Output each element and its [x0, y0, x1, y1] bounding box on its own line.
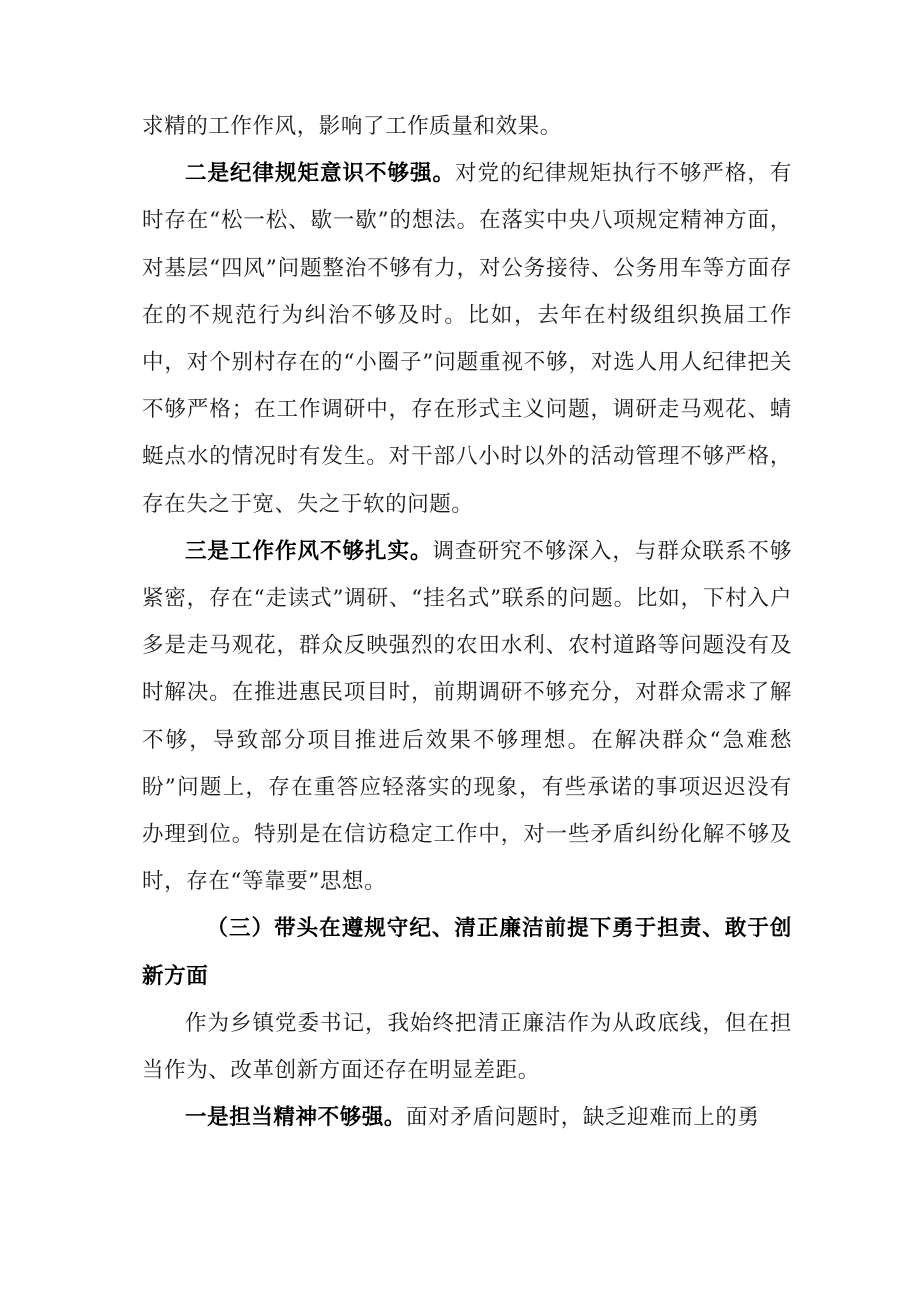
item-one-body: 面对矛盾问题时，缺乏迎难而上的勇 — [406, 1105, 760, 1131]
paragraph-continued — [142, 103, 792, 150]
item-two-body: 对党的纪律规矩执行不够严格，有时存在“松一松、歇一歇”的想法。在落实中央八项规定精神方面，对基层“四风”问题整治不够有力，对公务接待、公务用车等方面存在的不规范行为纠治不够及时。比如，去年在村级组织换届工作中，对个别村存在的“小圈子”问题重视不够，对选人用人纪律把关不够严格；在工作调研中，存在形式主义问题，调研走马观花、蜻蜓点水的情况时有发生。对干部八小时以外的活动管理不够严格，存在失之于宽、失之于软的问题。 — [142, 161, 792, 517]
item-three-lead: 三是工作作风不够扎实。 — [185, 538, 433, 564]
item-two-lead: 二是纪律规矩意识不够强。 — [185, 161, 455, 187]
paragraph-item-one — [142, 1094, 792, 1141]
section-heading — [142, 905, 792, 999]
item-three-body: 调查研究不够深入，与群众联系不够紧密，存在“走读式”调研、“挂名式”联系的问题。比如，下村入户多是走马观花，群众反映强烈的农田水利、农村道路等问题没有及时解决。在推进惠民项目时，前期调研不够充分，对群众需求了解不够，导致部分项目推进后效果不够理想。在解决群众“急难愁盼”问题上，存在重答应轻落实的现象，有些承诺的事项迟迟没有办理到位。特别是在信访稳定工作中，对一些矛盾纠纷化解不够及时，存在“等靠要”思想。 — [142, 538, 792, 895]
section-heading-text: （三）带头在遵规守纪、清正廉洁前提下勇于担责、敢于创新方面 — [142, 916, 792, 989]
item-one-lead: 一是担当精神不够强。 — [185, 1105, 407, 1131]
paragraph-item-three — [142, 528, 792, 906]
paragraph-item-two — [142, 150, 792, 528]
paragraph-section-intro — [142, 1000, 792, 1094]
section-intro-text: 作为乡镇党委书记，我始终把清正廉洁作为从政底线，但在担当作为、改革创新方面还存在明显差距。 — [142, 1010, 792, 1084]
document-body — [142, 103, 792, 1141]
paragraph-continued-text: 求精的工作作风，影响了工作质量和效果。 — [142, 114, 562, 139]
